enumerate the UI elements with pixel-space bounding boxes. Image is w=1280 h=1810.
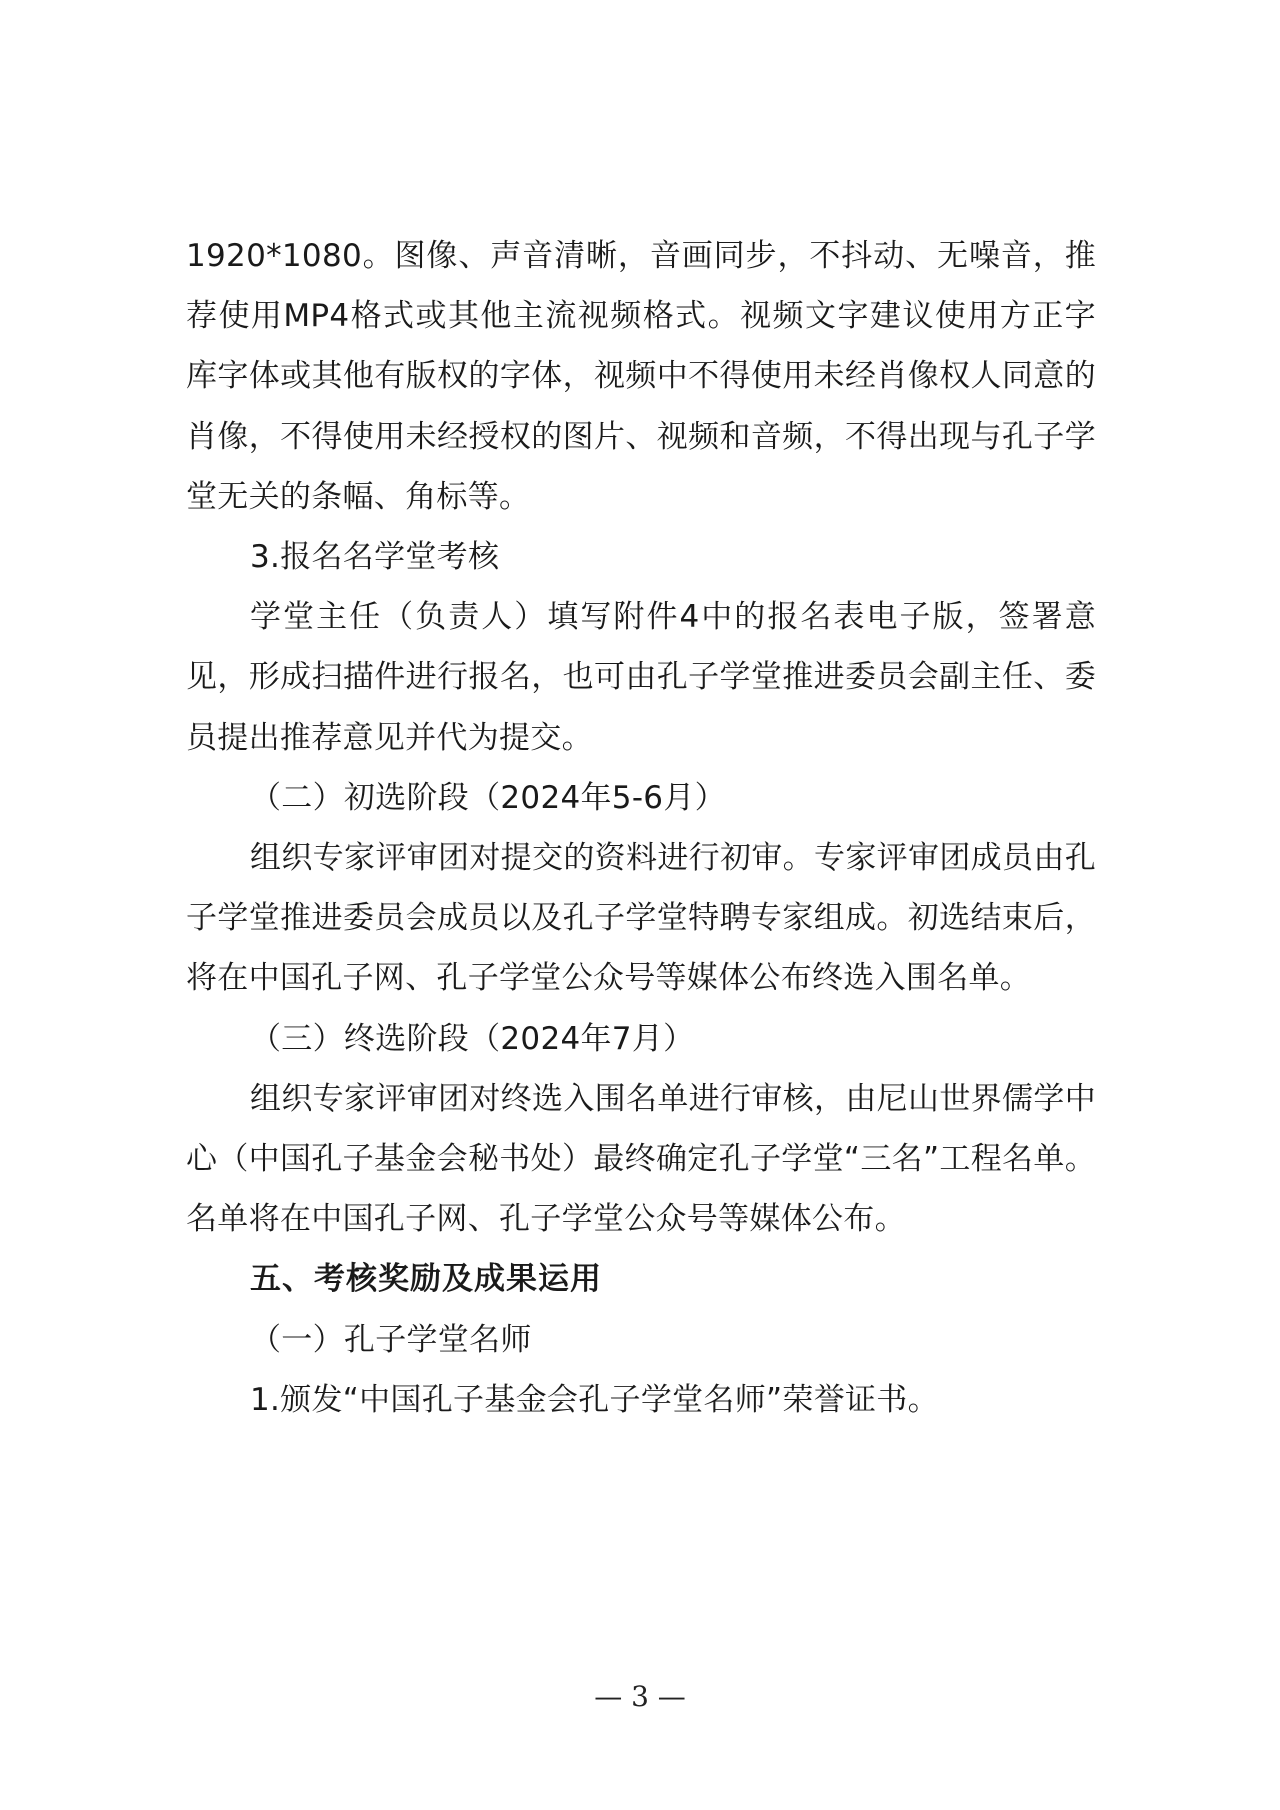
item-1-certificate: 1.颁发“中国孔子基金会孔子学堂名师”荣誉证书。 xyxy=(250,1381,939,1418)
document-body xyxy=(186,226,1096,1430)
page-number: — 3 — xyxy=(594,1680,686,1713)
paragraph-preliminary-details: 组织专家评审团对提交的资料进行初审。专家评审团成员由孔子学堂推进委员会成员以及孔子学堂特聘专家组成。初选结束后，将在中国孔子网、孔子学堂公众号等媒体公布终选入围名单。 xyxy=(186,840,1096,997)
section-3-final-heading: （三）终选阶段（2024年7月） xyxy=(250,1020,695,1057)
chapter-5-heading: 五、考核奖励及成果运用 xyxy=(250,1261,602,1298)
section-2-preliminary-heading: （二）初选阶段（2024年5-6月） xyxy=(250,779,726,816)
section-1-famous-teacher-heading: （一）孔子学堂名师 xyxy=(250,1321,532,1358)
paragraph-registration-details: 学堂主任（负责人）填写附件4中的报名表电子版，签署意见，形成扫描件进行报名，也可由孔子学堂推进委员会副主任、委员提出推荐意见并代为提交。 xyxy=(186,599,1096,756)
paragraph-video-requirements: 1920*1080。图像、声音清晰，音画同步，不抖动、无噪音，推荐使用MP4格式或其他主流视频格式。视频文字建议使用方正字库字体或其他有版权的字体，视频中不得使用未经肖像权人同意的肖像，不得使用未经授权的图片、视频和音频，不得出现与孔子学堂无关的条幅、角标等。 xyxy=(186,238,1096,515)
paragraph-final-details: 组织专家评审团对终选入围名单进行审核，由尼山世界儒学中心（中国孔子基金会秘书处）最终确定孔子学堂“三名”工程名单。名单将在中国孔子网、孔子学堂公众号等媒体公布。 xyxy=(186,1080,1096,1238)
item-3-registration-heading: 3.报名名学堂考核 xyxy=(250,539,500,576)
